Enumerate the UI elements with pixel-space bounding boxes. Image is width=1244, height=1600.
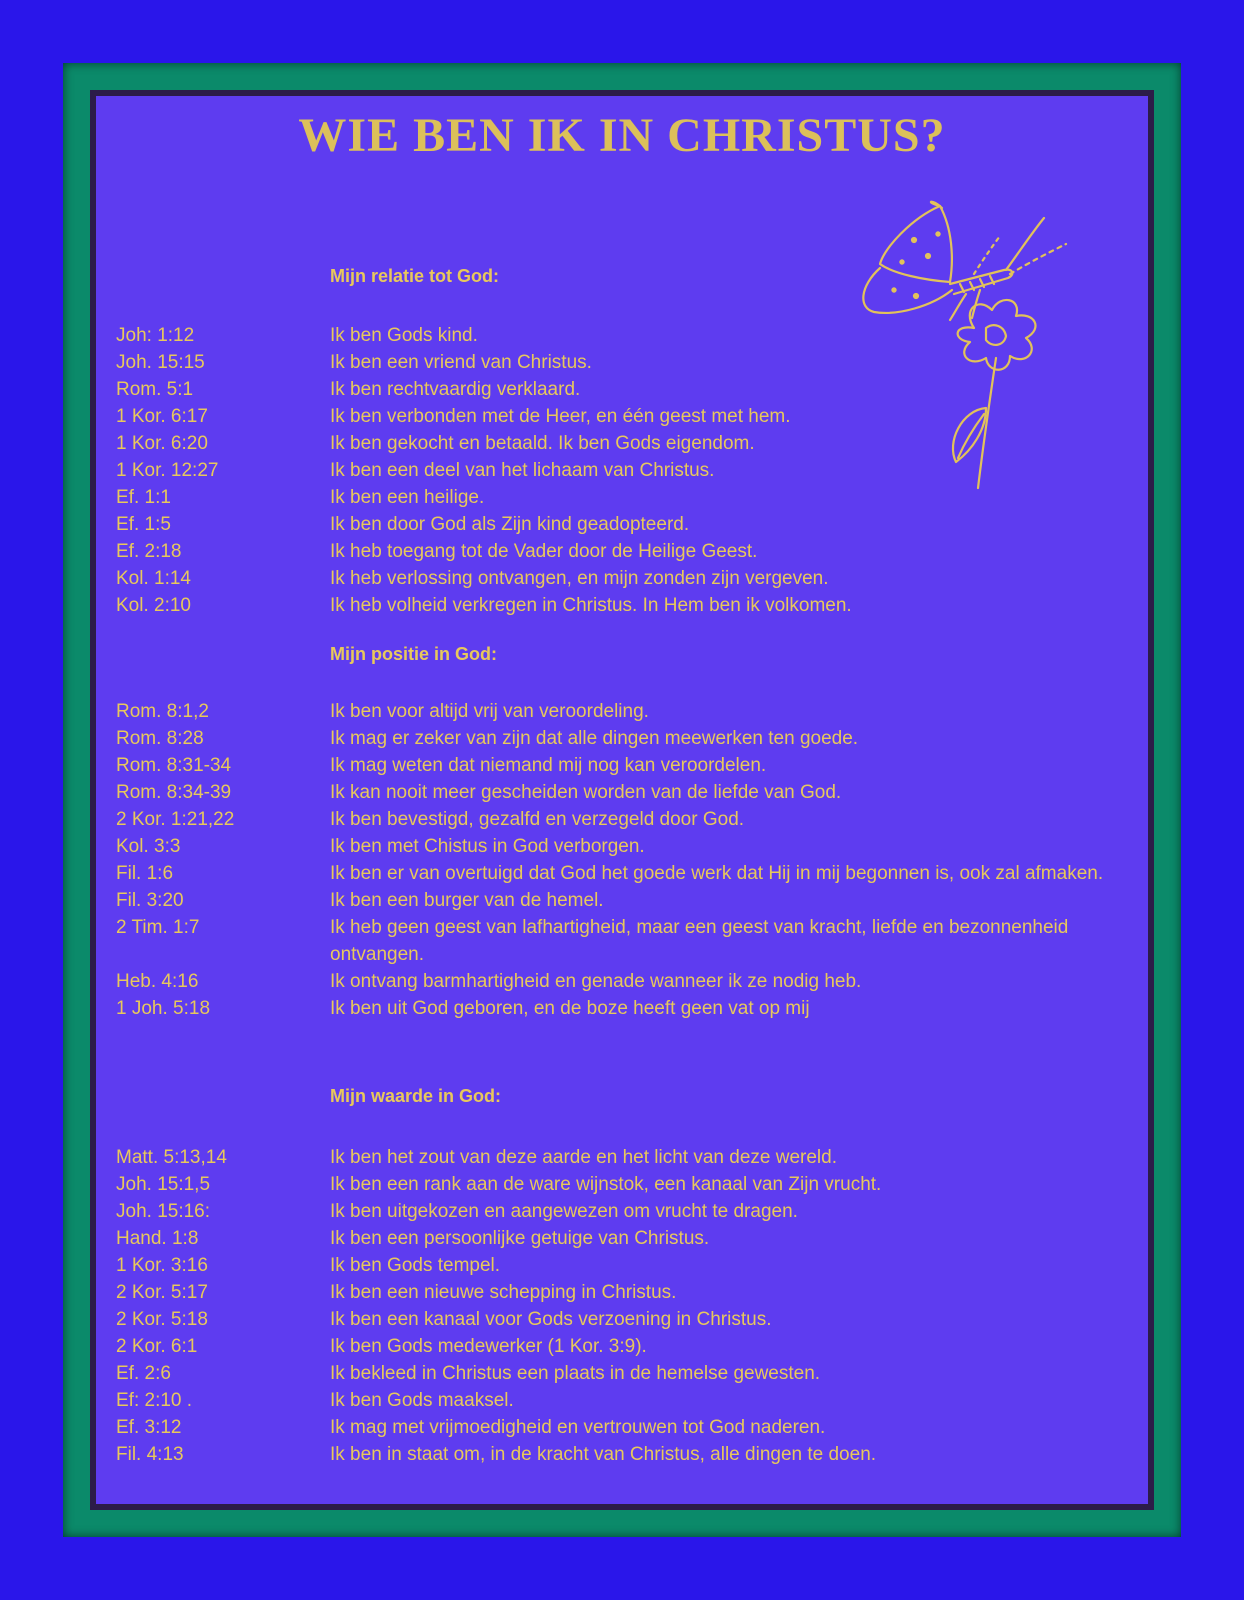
- statement-text: Ik ben Gods maaksel.: [330, 1390, 514, 1411]
- bible-reference: Fil. 1:6: [116, 863, 174, 884]
- bible-reference: 1 Kor. 6:17: [116, 406, 208, 427]
- list-item: [96, 887, 1148, 914]
- bible-reference: 1 Kor. 3:16: [116, 1255, 208, 1276]
- bible-reference: Ef. 2:18: [116, 541, 182, 562]
- list-item: [96, 403, 1148, 430]
- bible-reference: Kol. 1:14: [116, 568, 191, 589]
- statement-text: Ik ben een burger van de hemel.: [330, 890, 604, 911]
- list-item: [96, 968, 1148, 995]
- bible-reference: Joh: 1:12: [116, 325, 195, 346]
- bible-reference: Kol. 2:10: [116, 595, 191, 616]
- bible-reference: 1 Kor. 12:27: [116, 460, 219, 481]
- list-item: [96, 1441, 1148, 1468]
- list-item: [96, 511, 1148, 538]
- statement-text: Ik ben Gods medewerker (1 Kor. 3:9).: [330, 1336, 647, 1357]
- bible-reference: Ef. 3:12: [116, 1417, 182, 1438]
- section-heading-relatie: Mijn relatie tot God:: [330, 266, 499, 286]
- list-item: [96, 484, 1148, 511]
- bible-reference: Ef. 1:5: [116, 514, 171, 535]
- section-list-waarde: [96, 1144, 1148, 1468]
- section-heading-waarde: Mijn waarde in God:: [330, 1086, 502, 1106]
- bible-reference: Fil. 3:20: [116, 890, 184, 911]
- statement-text: Ik heb volheid verkregen in Christus. In Hem ben ik volkomen.: [330, 595, 852, 616]
- bible-reference: Rom. 5:1: [116, 379, 194, 400]
- statement-text: Ik ben er van overtuigd dat God het goede werk dat Hij in mij begonnen is, ook zal afmaken.: [330, 863, 1104, 884]
- list-item: [96, 806, 1148, 833]
- bible-reference: 2 Kor. 6:1: [116, 1336, 198, 1357]
- statement-text: Ik ben het zout van deze aarde en het licht van deze wereld.: [330, 1147, 837, 1168]
- page-title: WIE BEN IK IN CHRISTUS?: [298, 109, 946, 162]
- list-item: [96, 752, 1148, 779]
- bible-reference: 2 Kor. 1:21,22: [116, 809, 235, 830]
- section-list-relatie: [96, 322, 1148, 619]
- statement-text: Ik ben uit God geboren, en de boze heeft geen vat op mij: [330, 998, 810, 1019]
- bible-reference: Rom. 8:34-39: [116, 782, 232, 803]
- bible-reference: 1 Joh. 5:18: [116, 998, 211, 1019]
- statement-text: Ik mag weten dat niemand mij nog kan veroordelen.: [330, 755, 767, 776]
- list-item: [96, 1306, 1148, 1333]
- bible-reference: 2 Tim. 1:7: [116, 917, 200, 938]
- poster-panel: [96, 96, 1148, 1504]
- bible-reference: 2 Kor. 5:17: [116, 1282, 208, 1303]
- list-item: [96, 457, 1148, 484]
- statement-text: Ik ben een nieuwe schepping in Christus.: [330, 1282, 677, 1303]
- section-heading-positie: Mijn positie in God:: [330, 644, 497, 664]
- bible-reference: Joh. 15:15: [116, 352, 205, 373]
- statement-text: Ik ben met Chistus in God verborgen.: [330, 836, 645, 857]
- list-item: [96, 1198, 1148, 1225]
- list-item: [96, 1225, 1148, 1252]
- bible-reference: Ef. 2:6: [116, 1363, 171, 1384]
- bible-reference: Ef: 2:10 .: [116, 1390, 193, 1411]
- statement-text: Ik heb geen geest van lafhartigheid, maar een geest van kracht, liefde en bezonnenheid ontvangen.: [330, 917, 1069, 965]
- list-item: [96, 592, 1148, 619]
- statement-text: Ik ben een rank aan de ware wijnstok, een kanaal van Zijn vrucht.: [330, 1174, 882, 1195]
- list-item: [96, 1414, 1148, 1441]
- statement-text: Ik ben bevestigd, gezalfd en verzegeld door God.: [330, 809, 745, 830]
- statement-text: Ik ben een persoonlijke getuige van Christus.: [330, 1228, 710, 1249]
- list-item: [96, 565, 1148, 592]
- bible-reference: Hand. 1:8: [116, 1228, 199, 1249]
- statement-text: Ik ben een heilige.: [330, 487, 485, 508]
- statement-text: Ik ben voor altijd vrij van veroordeling.: [330, 701, 649, 722]
- list-item: [96, 322, 1148, 349]
- bible-reference: Matt. 5:13,14: [116, 1147, 227, 1168]
- statement-text: Ik bekleed in Christus een plaats in de hemelse gewesten.: [330, 1363, 821, 1384]
- list-item: [96, 1333, 1148, 1360]
- bible-reference: Fil. 4:13: [116, 1444, 184, 1465]
- list-item: [96, 1387, 1148, 1414]
- statement-text: Ik heb verlossing ontvangen, en mijn zonden zijn vergeven.: [330, 568, 829, 589]
- bible-reference: Rom. 8:31-34: [116, 755, 232, 776]
- statement-text: Ik ben in staat om, in de kracht van Christus, alle dingen te doen.: [330, 1444, 877, 1465]
- statement-text: Ik ben een vriend van Christus.: [330, 352, 592, 373]
- statement-text: Ik ben Gods kind.: [330, 325, 478, 346]
- list-item: [96, 1171, 1148, 1198]
- list-item: [96, 698, 1148, 725]
- list-item: [96, 1279, 1148, 1306]
- list-item: [96, 725, 1148, 752]
- statement-text: Ik ontvang barmhartigheid en genade wanneer ik ze nodig heb.: [330, 971, 862, 992]
- bible-reference: Rom. 8:28: [116, 728, 204, 749]
- statement-text: Ik ben door God als Zijn kind geadopteerd.: [330, 514, 690, 535]
- bible-reference: Ef. 1:1: [116, 487, 171, 508]
- bible-reference: Heb. 4:16: [116, 971, 199, 992]
- statement-text: Ik heb toegang tot de Vader door de Heilige Geest.: [330, 541, 758, 562]
- statement-text: Ik ben een deel van het lichaam van Christus.: [330, 460, 715, 481]
- list-item: [96, 995, 1148, 1022]
- list-item: [96, 914, 1148, 968]
- list-item: [96, 1252, 1148, 1279]
- list-item: [96, 430, 1148, 457]
- list-item: [96, 779, 1148, 806]
- statement-text: Ik mag er zeker van zijn dat alle dingen meewerken ten goede.: [330, 728, 859, 749]
- statement-text: Ik ben uitgekozen en aangewezen om vrucht te dragen.: [330, 1201, 798, 1222]
- statement-text: Ik ben verbonden met de Heer, en één geest met hem.: [330, 406, 791, 427]
- bible-reference: Joh. 15:16:: [116, 1201, 211, 1222]
- list-item: [96, 376, 1148, 403]
- statement-text: Ik ben gekocht en betaald. Ik ben Gods eigendom.: [330, 433, 755, 454]
- bible-reference: Joh. 15:1,5: [116, 1174, 211, 1195]
- statement-text: Ik kan nooit meer gescheiden worden van de liefde van God.: [330, 782, 842, 803]
- list-item: [96, 833, 1148, 860]
- bible-reference: 1 Kor. 6:20: [116, 433, 208, 454]
- statement-text: Ik ben rechtvaardig verklaard.: [330, 379, 581, 400]
- list-item: [96, 538, 1148, 565]
- list-item: [96, 1360, 1148, 1387]
- bible-reference: 2 Kor. 5:18: [116, 1309, 208, 1330]
- bible-reference: Rom. 8:1,2: [116, 701, 209, 722]
- list-item: [96, 1144, 1148, 1171]
- list-item: [96, 860, 1148, 887]
- section-list-positie: [96, 698, 1148, 1022]
- bible-reference: Kol. 3:3: [116, 836, 181, 857]
- statement-text: Ik mag met vrijmoedigheid en vertrouwen tot God naderen.: [330, 1417, 826, 1438]
- list-item: [96, 349, 1148, 376]
- statement-text: Ik ben Gods tempel.: [330, 1255, 501, 1276]
- statement-text: Ik ben een kanaal voor Gods verzoening in Christus.: [330, 1309, 772, 1330]
